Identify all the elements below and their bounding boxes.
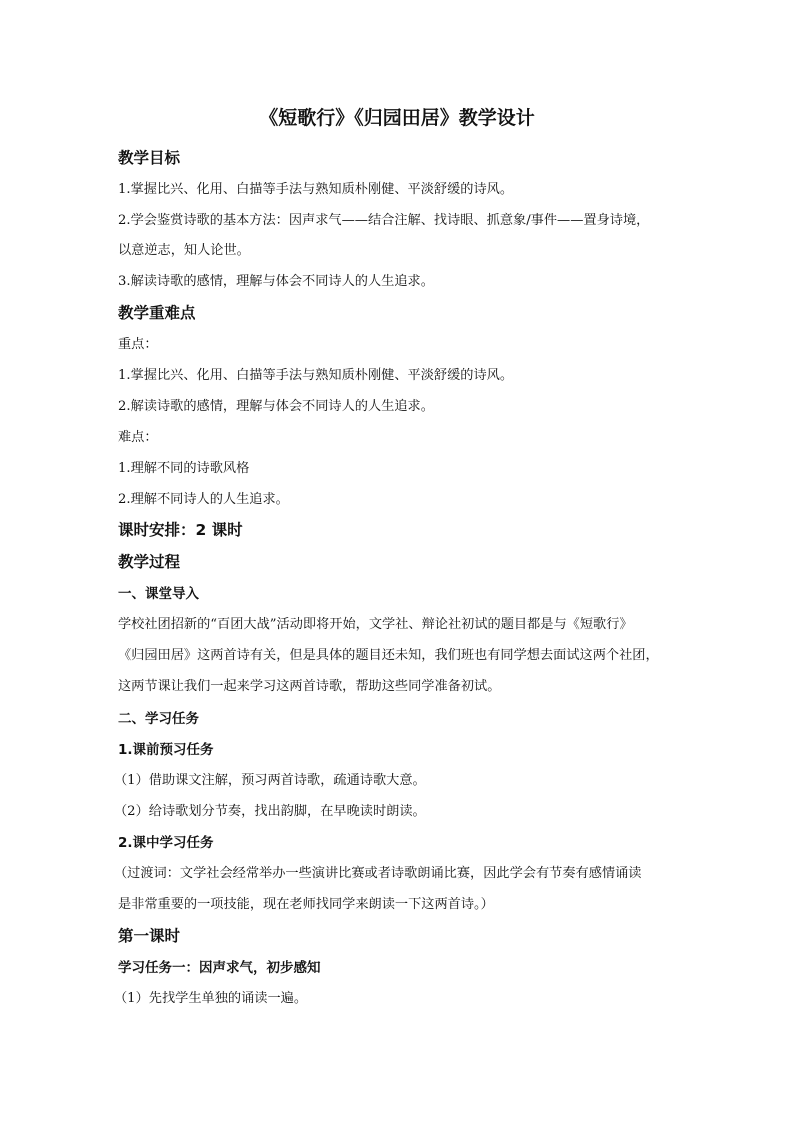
key-points-label: 重点： <box>118 337 158 352</box>
difficult-point-2: 2.理解不同诗人的人生追求。 <box>118 492 289 507</box>
task-1-heading: 学习任务一：因声求气，初步感知 <box>118 960 321 976</box>
pre-class-task-1: （1）借助课文注解，预习两首诗歌，疏通诗歌大意。 <box>114 773 426 788</box>
difficult-points-label: 难点： <box>118 430 158 445</box>
goal-2-line-2: 以意逆志，知人论世。 <box>118 243 250 258</box>
difficult-point-1: 1.理解不同的诗歌风格 <box>118 461 250 476</box>
intro-line-1: 学校社团招新的“百团大战”活动即将开始，文学社、辩论社初试的题目都是与《短歌行》 <box>118 617 633 632</box>
key-point-2: 2.解读诗歌的感情，理解与体会不同诗人的人生追求。 <box>118 399 434 414</box>
intro-line-3: 这两节课让我们一起来学习这两首诗歌，帮助这些同学准备初试。 <box>118 679 501 694</box>
transition-line-1: （过渡词：文学社会经常举办一些演讲比赛或者诗歌朗诵比赛，因此学会有节奏有感情诵读 <box>114 866 642 881</box>
in-class-task-heading: 2.课中学习任务 <box>118 835 214 851</box>
pre-class-task-heading: 1.课前预习任务 <box>118 742 214 758</box>
schedule-heading: 课时安排：2 课时 <box>118 521 243 539</box>
process-heading: 教学过程 <box>118 553 181 571</box>
goal-1: 1.掌握比兴、化用、白描等手法与熟知质朴刚健、平淡舒缓的诗风。 <box>118 182 514 197</box>
task-1-item-1: （1）先找学生单独的诵读一遍。 <box>114 991 308 1006</box>
lesson-1-heading: 第一课时 <box>118 927 181 945</box>
key-point-1: 1.掌握比兴、化用、白描等手法与熟知质朴刚健、平淡舒缓的诗风。 <box>118 368 514 383</box>
tasks-heading: 二、学习任务 <box>118 711 199 727</box>
intro-heading: 一、课堂导入 <box>118 586 199 602</box>
transition-line-2: 是非常重要的一项技能，现在老师找同学来朗读一下这两首诗。） <box>118 897 494 912</box>
intro-line-2: 《归园田居》这两首诗有关，但是具体的题目还未知，我们班也有同学想去面试这两个社团， <box>118 648 659 663</box>
goals-heading: 教学目标 <box>118 149 181 167</box>
pre-class-task-2: （2）给诗歌划分节奏，找出韵脚，在早晚读时朗读。 <box>114 804 426 819</box>
document-title: 《短歌行》《归园田居》教学设计 <box>259 107 535 129</box>
goal-2-line-1: 2.学会鉴赏诗歌的基本方法：因声求气——结合注解、找诗眼、抓意象/事件——置身诗境， <box>118 213 650 228</box>
key-points-heading: 教学重难点 <box>118 304 196 322</box>
goal-3: 3.解读诗歌的感情，理解与体会不同诗人的人生追求。 <box>118 274 434 289</box>
